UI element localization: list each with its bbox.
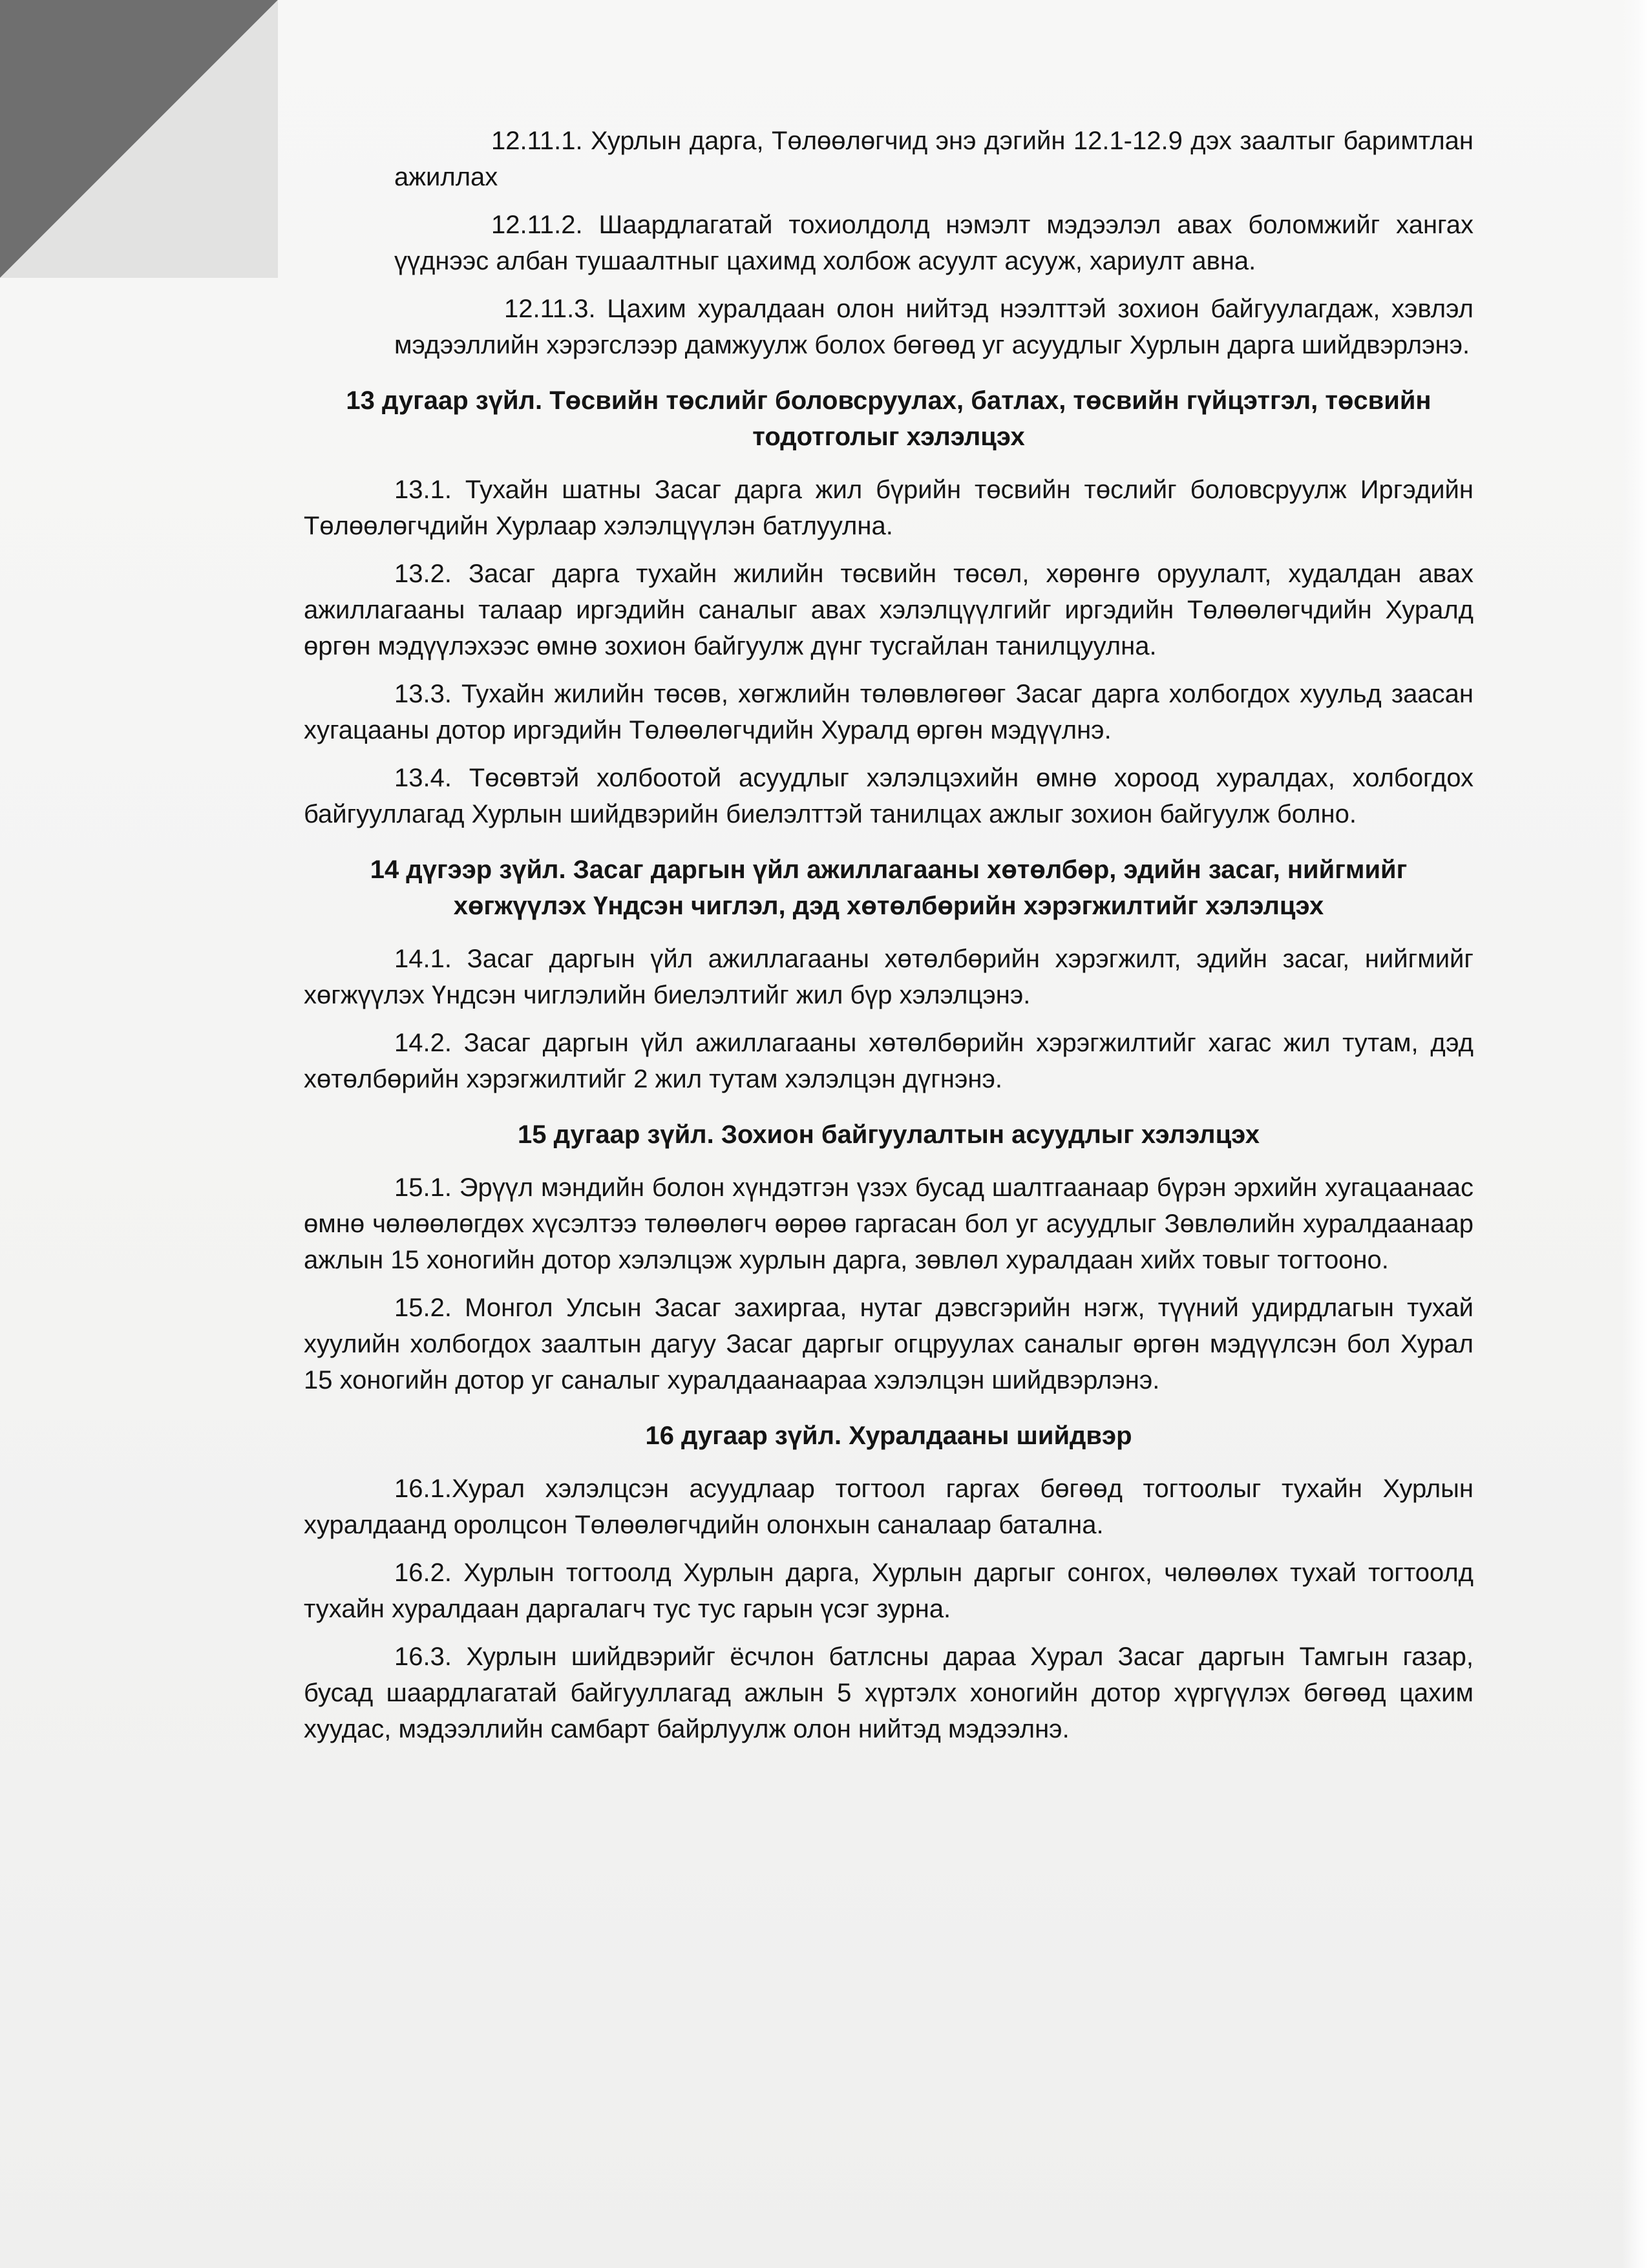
document-body	[304, 123, 1474, 1759]
paragraph-13-1: 13.1. Тухайн шатны Засаг дарга жил бүрийн төсвийн төслийг боловсруулж Иргэдийн Төлөөлөгчдийн Хурлаар хэлэлцүүлэн батлуулна.	[304, 476, 1474, 540]
paragraph-13-4: 13.4. Төсөвтэй холбоотой асуудлыг хэлэлцэхийн өмнө хороод хуралдах, холбогдох байгууллагад Хурлын шийдвэрийн биелэлттэй танилцах ажлыг зохион байгуулж болно.	[304, 764, 1474, 828]
paragraph-14-1: 14.1. Засаг даргын үйл ажиллагааны хөтөлбөрийн хэрэгжилт, эдийн засаг, нийгмийг хөгжүүлэх Үндсэн чиглэлийн биелэлтийг жил бүр хэлэлцэнэ.	[304, 945, 1474, 1009]
article-16-heading: 16 дугаар зүйл. Хуралдааны шийдвэр	[645, 1422, 1132, 1450]
paragraph-13-2: 13.2. Засаг дарга тухайн жилийн төсвийн төсөл, хөрөнгө оруулалт, худалдан авах ажиллагааны талаар иргэдийн саналыг авах хэлэлцүүлгийг иргэдийн Төлөөлөгчдийн Хуралд өргөн мэдүүлэхээс өмнө зохион байгуулж дүнг тусгайлан танилцуулна.	[304, 560, 1474, 660]
paragraph-12-11-3: 12.11.3. Цахим хуралдаан олон нийтэд нээлттэй зохион байгуулагдаж, хэвлэл мэдээллийн хэрэгслээр дамжуулж болох бөгөөд уг асуудлыг Хурлын дарга шийдвэрлэнэ.	[394, 295, 1474, 359]
paragraph-16-3: 16.3. Хурлын шийдвэрийг ёсчлон батлсны дараа Хурал Засаг даргын Тамгын газар, бусад шаардлагатай байгууллагад ажлын 5 хүртэлх хоногийн дотор хүргүүлэх бөгөөд цахим хуудас, мэдээллийн самбарт байрлуулж олон нийтэд мэдээлнэ.	[304, 1643, 1474, 1743]
paragraph-13-3: 13.3. Тухайн жилийн төсөв, хөгжлийн төлөвлөгөөг Засаг дарга холбогдох хуульд заасан хугацааны дотор иргэдийн Төлөөлөгчдийн Хуралд өргөн мэдүүлнэ.	[304, 680, 1474, 744]
paragraph-12-11-2: 12.11.2. Шаардлагатай тохиолдолд нэмэлт мэдээлэл авах боломжийг хангах үүднээс албан тушаалтныг цахимд холбож асуулт асууж, хариулт авна.	[394, 211, 1474, 275]
article-13-heading: 13 дугаар зүйл. Төсвийн төслийг боловсруулах, батлах, төсвийн гүйцэтгэл, төсвийн тодотголыг хэлэлцэх	[346, 386, 1431, 451]
paragraph-14-2: 14.2. Засаг даргын үйл ажиллагааны хөтөлбөрийн хэрэгжилтийг хагас жил тутам, дэд хөтөлбөрийн хэрэгжилтийг 2 жил тутам хэлэлцэн дүгнэнэ.	[304, 1029, 1474, 1093]
paragraph-16-1: 16.1.Хурал хэлэлцсэн асуудлаар тогтоол гаргах бөгөөд тогтоолыг тухайн Хурлын хуралдаанд оролцсон Төлөөлөгчдийн олонхын саналаар батална.	[304, 1475, 1474, 1539]
folded-corner-flap	[0, 0, 278, 278]
page-right-edge	[1622, 0, 1648, 2268]
paragraph-15-2: 15.2. Монгол Улсын Засаг захиргаа, нутаг дэвсгэрийн нэгж, түүний удирдлагын тухай хуулийн холбогдох заалтын дагуу Засаг даргыг огцруулах саналыг өргөн мэдүүлсэн бол Хурал 15 хоногийн дотор уг саналыг хуралдаанаараа хэлэлцэн шийдвэрлэнэ.	[304, 1294, 1474, 1394]
article-15-heading: 15 дугаар зүйл. Зохион байгуулалтын асуудлыг хэлэлцэх	[518, 1120, 1260, 1149]
paragraph-16-2: 16.2. Хурлын тогтоолд Хурлын дарга, Хурлын даргыг сонгох, чөлөөлөх тухай тогтоолд тухайн хуралдаан даргалагч тус тус гарын үсэг зурна.	[304, 1559, 1474, 1623]
paragraph-12-11-1: 12.11.1. Хурлын дарга, Төлөөлөгчид энэ дэгийн 12.1-12.9 дэх заалтыг баримтлан ажиллах	[394, 127, 1474, 191]
article-14-heading: 14 дүгээр зүйл. Засаг даргын үйл ажиллагааны хөтөлбөр, эдийн засаг, нийгмийг хөгжүүлэх Үндсэн чиглэл, дэд хөтөлбөрийн хэрэгжилтийг хэлэлцэх	[370, 856, 1408, 920]
paragraph-15-1: 15.1. Эрүүл мэндийн болон хүндэтгэн үзэх бусад шалтгаанаар бүрэн эрхийн хугацаанаас өмнө чөлөөлөгдөх хүсэлтээ төлөөлөгч өөрөө гаргасан бол уг асуудлыг Зөвлөлийн хуралдаанаар ажлын 15 хоногийн дотор хэлэлцэж хурлын дарга, зөвлөл хуралдаан хийх товыг тогтооно.	[304, 1173, 1474, 1274]
